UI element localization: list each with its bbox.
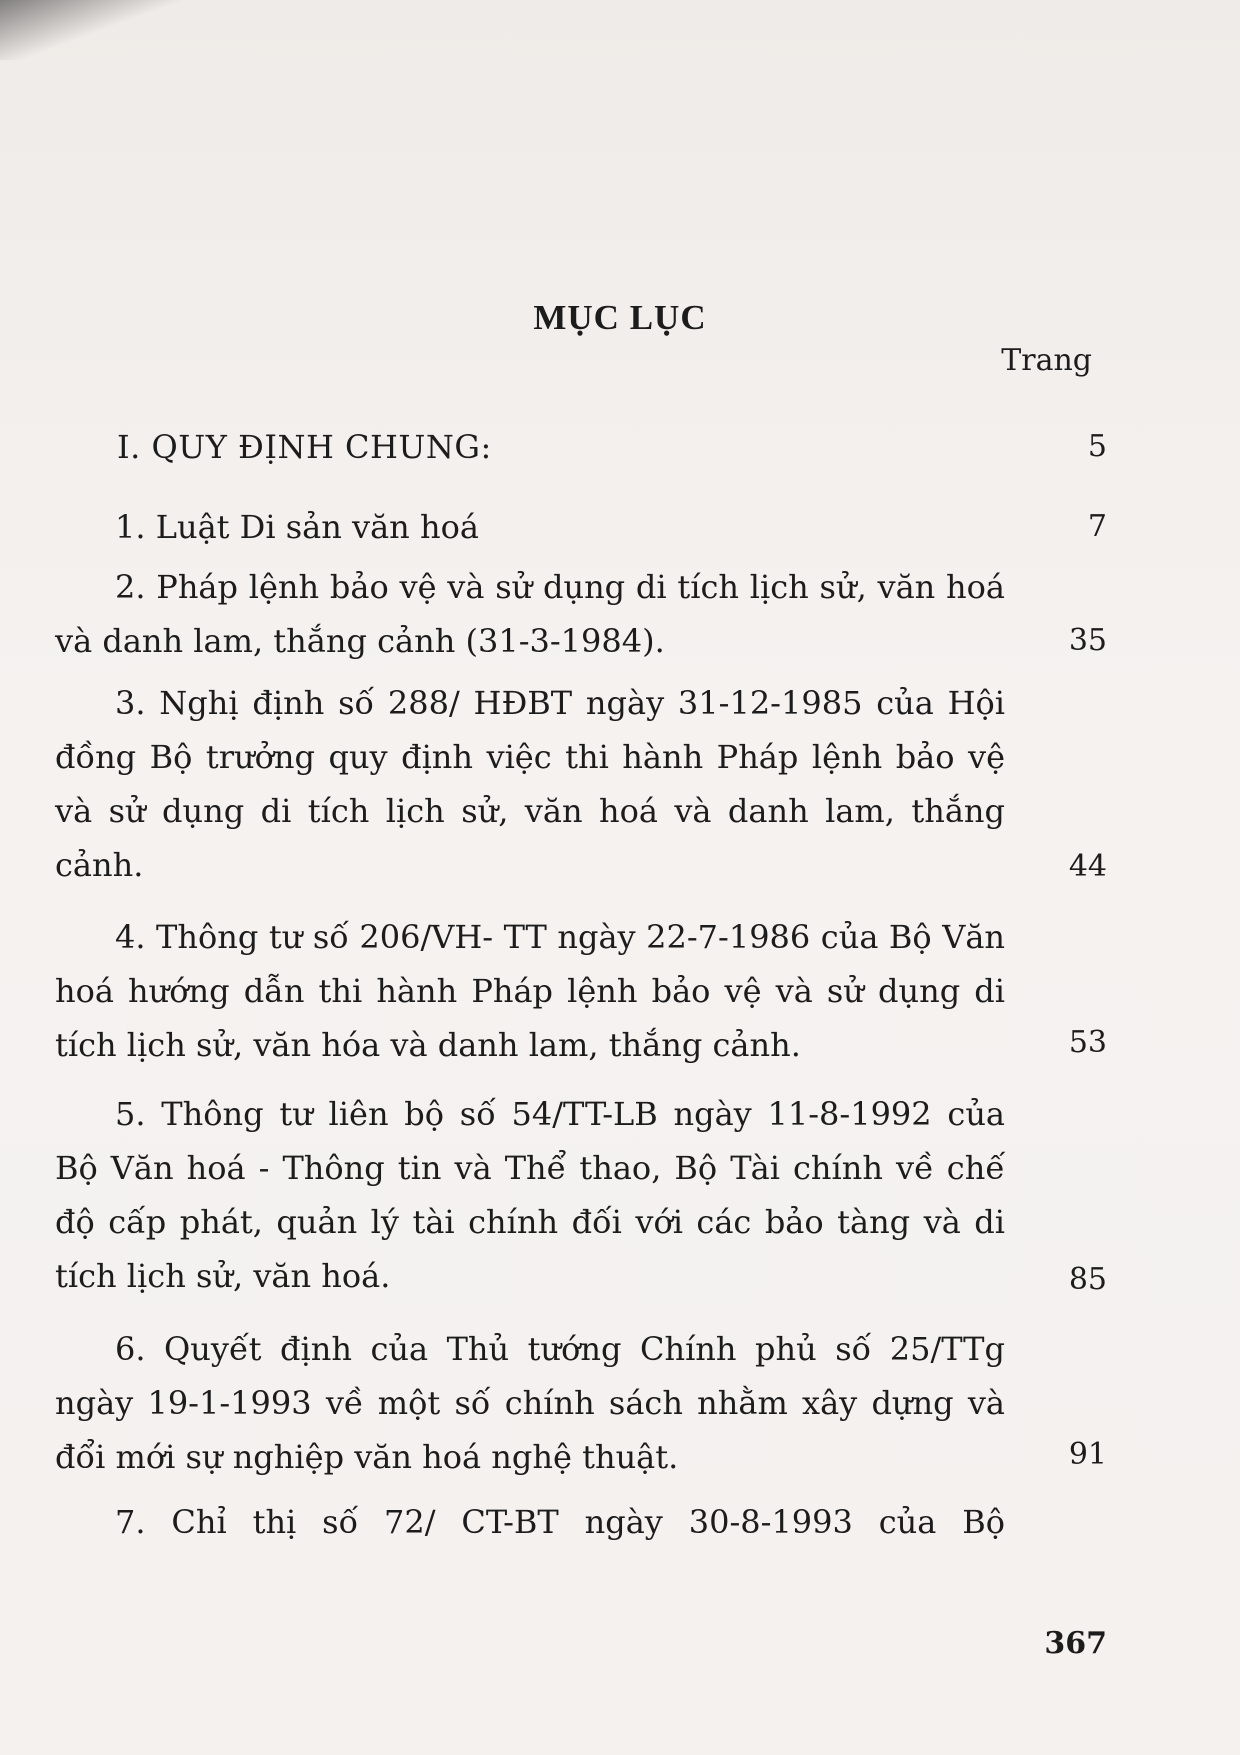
toc-entry-1: [55, 500, 1010, 554]
toc-entry-text: 3. Nghị định số 288/ HĐBT ngày 31-12-1985 của Hội đồng Bộ trưởng quy định việc thi hành Pháp lệnh bảo vệ và sử dụng di tích lịch sử, văn hoá và danh lam, thắng cảnh.: [55, 684, 1005, 884]
toc-entry-text: 4. Thông tư số 206/VH- TT ngày 22-7-1986 của Bộ Văn hoá hướng dẫn thi hành Pháp lệnh bảo vệ và sử dụng di tích lịch sử, văn hóa và danh lam, thắng cảnh.: [55, 918, 1005, 1064]
toc-entry-2: [55, 560, 1005, 668]
toc-entry-5: [55, 1087, 1005, 1303]
toc-entry-page: 5: [1087, 429, 1107, 464]
toc-entry-6: [55, 1322, 1005, 1484]
page-column-label: Trang: [1001, 343, 1092, 378]
toc-title: MỤC LỤC: [533, 298, 707, 337]
toc-entry-text: 6. Quyết định của Thủ tướng Chính phủ số 25/TTg ngày 19-1-1993 về một số chính sách nhằm xây dựng và đổi mới sự nghiệp văn hoá nghệ thuật.: [55, 1330, 1005, 1476]
toc-entry-section-1: [55, 420, 1010, 474]
toc-entry-4: [55, 910, 1005, 1072]
toc-entry-text: I. QUY ĐỊNH CHUNG:: [117, 428, 492, 466]
toc-entry-page: 44: [1068, 849, 1107, 884]
toc-entry-text: 7. Chỉ thị số 72/ CT-BT ngày 30-8-1993 của Bộ: [115, 1503, 1005, 1541]
toc-entry-page: 91: [1068, 1437, 1107, 1472]
page-number: 367: [1044, 1626, 1107, 1661]
toc-entry-page: 7: [1087, 509, 1107, 544]
toc-entry-text: 1. Luật Di sản văn hoá: [115, 508, 479, 546]
toc-entry-page: 85: [1068, 1262, 1107, 1297]
scan-shadow: [0, 0, 300, 60]
toc-entry-3: [55, 676, 1005, 892]
toc-entry-page: 53: [1068, 1025, 1107, 1060]
toc-entry-text: 2. Pháp lệnh bảo vệ và sử dụng di tích lịch sử, văn hoá và danh lam, thắng cảnh (31-3-1984).: [55, 568, 1005, 660]
toc-entry-text: 5. Thông tư liên bộ số 54/TT-LB ngày 11-8-1992 của Bộ Văn hoá - Thông tin và Thể thao, Bộ Tài chính về chế độ cấp phát, quản lý tài chính đối với các bảo tàng và di tích lịch sử, văn hoá.: [55, 1095, 1005, 1295]
toc-entry-page: 35: [1068, 623, 1107, 658]
toc-entry-7: [55, 1495, 1005, 1549]
